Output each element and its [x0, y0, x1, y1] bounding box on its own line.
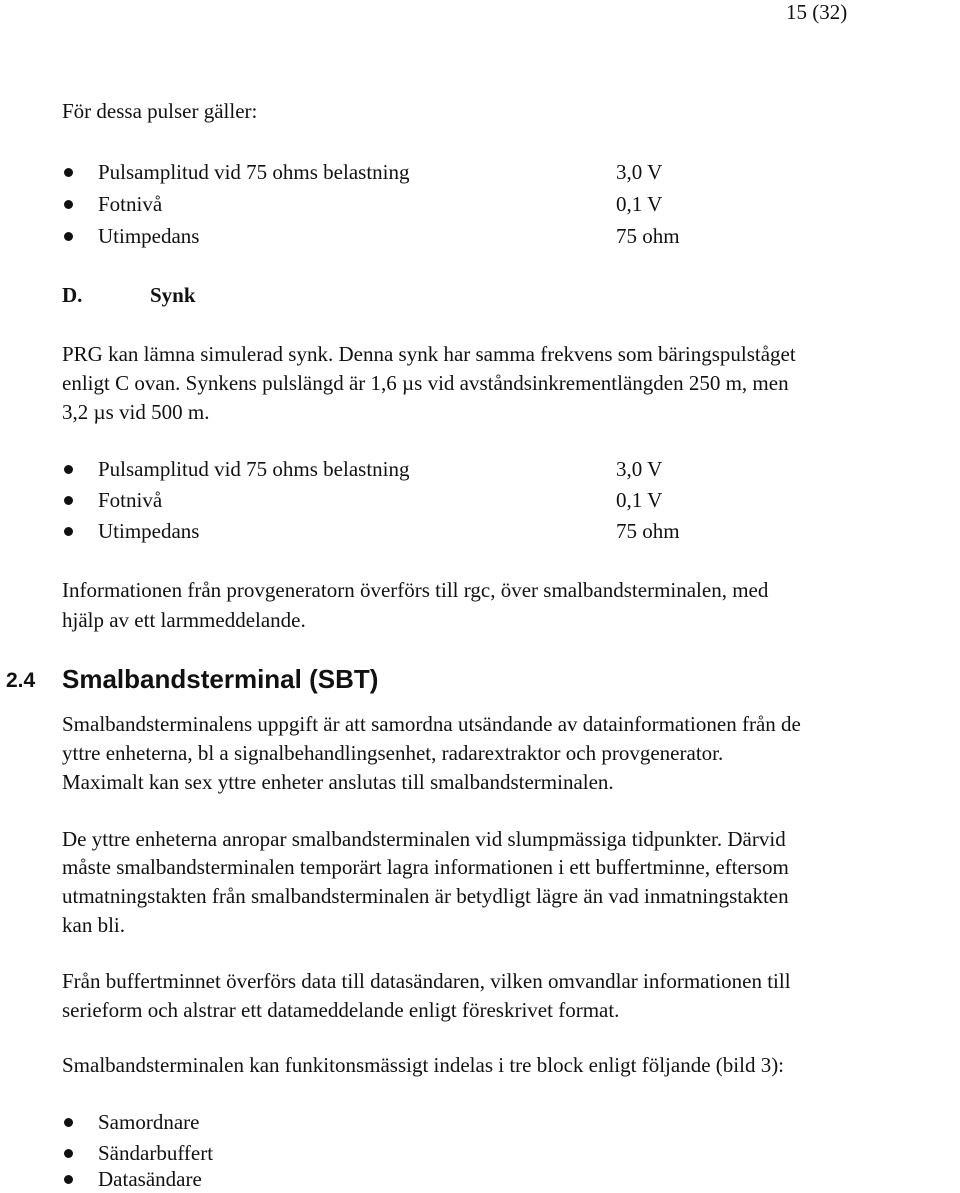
paragraph-line: kan bli. — [62, 913, 125, 937]
intro-text: För dessa pulser gäller: — [62, 99, 258, 123]
paragraph-line: 3,2 µs vid 500 m. — [62, 400, 210, 424]
paragraph-line: utmatningstakten från smalbandsterminalen är betydligt lägre än vad inmatningstakten — [62, 884, 789, 908]
list-label: Sändarbuffert — [98, 1141, 214, 1165]
spec-label: Pulsamplitud vid 75 ohms belastning — [98, 160, 410, 184]
list-item — [62, 194, 762, 218]
list-item — [62, 1143, 762, 1167]
spec-value: 75 ohm — [616, 519, 680, 543]
spec-value: 0,1 V — [616, 192, 663, 216]
bullet-icon — [64, 1149, 73, 1158]
paragraph-line: Från buffertminnet överförs data till datasändaren, vilken omvandlar informationen till — [62, 969, 791, 993]
list-item — [62, 521, 762, 545]
bullet-icon — [64, 496, 73, 505]
list-item — [62, 1169, 762, 1193]
paragraph-line: Smalbandsterminalens uppgift är att samordna utsändande av datainformationen från de — [62, 712, 801, 736]
list-label: Datasändare — [98, 1167, 202, 1191]
bullet-icon — [64, 465, 73, 474]
paragraph-line: De yttre enheterna anropar smalbandsterminalen vid slumpmässiga tidpunkter. Därvid — [62, 827, 786, 851]
bullet-icon — [64, 527, 73, 536]
spec-value: 75 ohm — [616, 224, 680, 248]
spec-label: Fotnivå — [98, 192, 163, 216]
bullet-icon — [64, 168, 73, 177]
page-number: 15 (32) — [786, 0, 848, 24]
spec-value: 3,0 V — [616, 160, 663, 184]
section-title: Synk — [150, 283, 196, 307]
list-item — [62, 226, 762, 250]
section-heading: Smalbandsterminal (SBT) — [62, 664, 379, 694]
spec-value: 3,0 V — [616, 457, 663, 481]
paragraph-line: PRG kan lämna simulerad synk. Denna synk har samma frekvens som bäringspulståget — [62, 342, 796, 366]
paragraph-line: Informationen från provgeneratorn överförs till rgc, över smalbandsterminalen, med — [62, 578, 769, 602]
list-item — [62, 1112, 762, 1136]
list-item — [62, 459, 762, 483]
list-item — [62, 162, 762, 186]
paragraph-line: Smalbandsterminalen kan funkitonsmässigt indelas i tre block enligt följande (bild 3): — [62, 1053, 785, 1077]
spec-label: Utimpedans — [98, 519, 200, 543]
paragraph-line: enligt C ovan. Synkens pulslängd är 1,6 µs vid avståndsinkrementlängden 250 m, men — [62, 371, 789, 395]
spec-label: Fotnivå — [98, 488, 163, 512]
list-label: Samordnare — [98, 1110, 200, 1134]
paragraph-line: hjälp av ett larmmeddelande. — [62, 608, 306, 632]
section-letter: D. — [62, 283, 83, 307]
bullet-icon — [64, 1118, 73, 1127]
section-number: 2.4 — [6, 669, 36, 692]
paragraph-line: Maximalt kan sex yttre enheter anslutas till smalbandsterminalen. — [62, 770, 614, 794]
spec-label: Pulsamplitud vid 75 ohms belastning — [98, 457, 410, 481]
bullet-icon — [64, 232, 73, 241]
bullet-icon — [64, 200, 73, 209]
spec-value: 0,1 V — [616, 488, 663, 512]
paragraph-line: måste smalbandsterminalen temporärt lagra informationen i ett buffertminne, eftersom — [62, 855, 789, 879]
paragraph-line: serieform och alstrar ett datameddelande enligt föreskrivet format. — [62, 998, 620, 1022]
paragraph-line: yttre enheterna, bl a signalbehandlingsenhet, radarextraktor och provgenerator. — [62, 741, 724, 765]
bullet-icon — [64, 1175, 73, 1184]
spec-label: Utimpedans — [98, 224, 200, 248]
list-item — [62, 490, 762, 514]
